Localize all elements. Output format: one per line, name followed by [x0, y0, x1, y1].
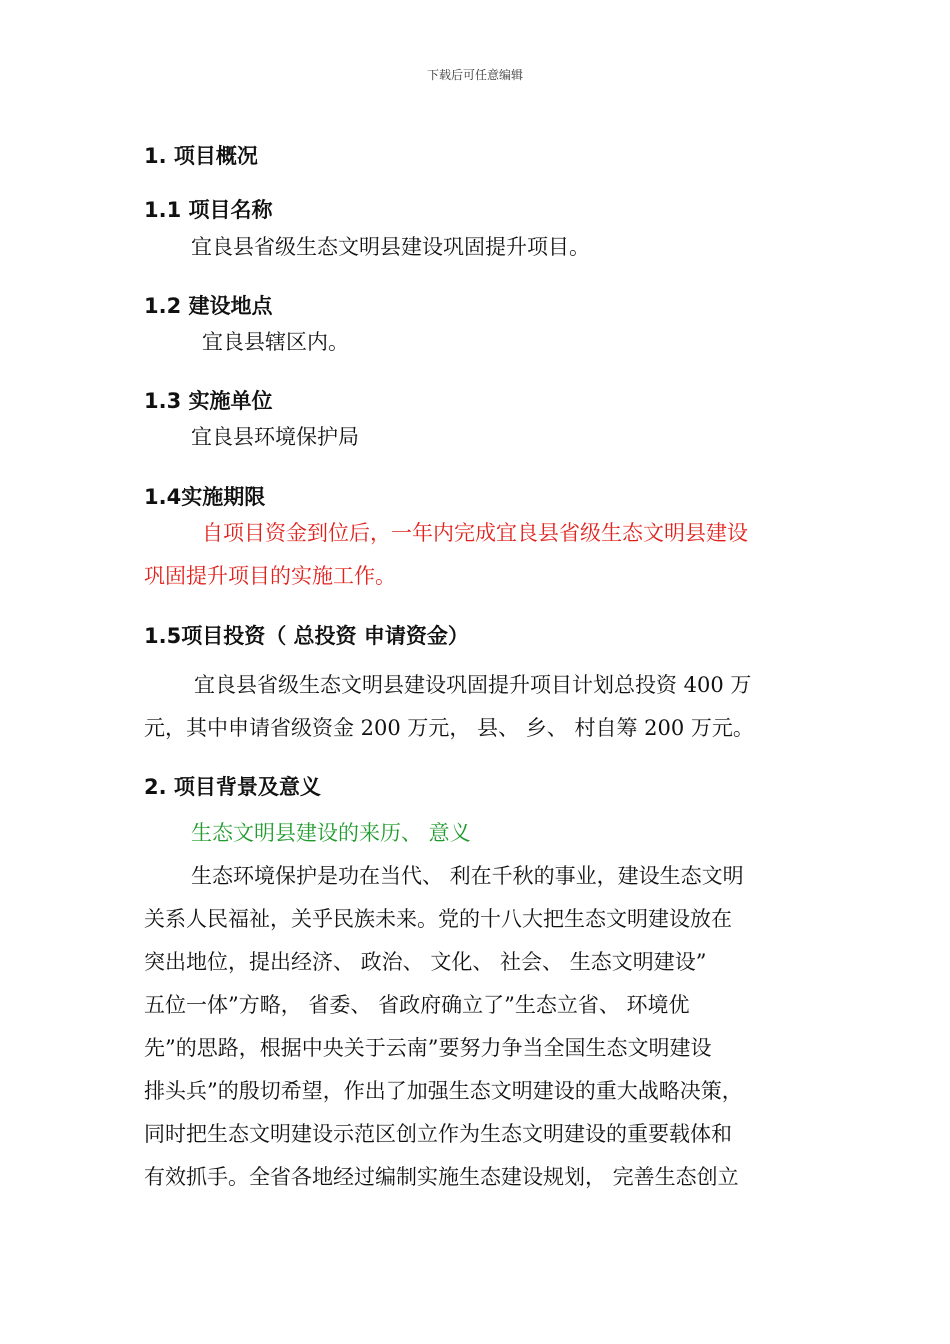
section-2-line-5: 先”的思路，根据中央关于云南”要努力争当全国生态文明建设 — [144, 1036, 712, 1060]
section-1-title: 1. 项目概况 — [144, 144, 258, 168]
section-1-4-line-2: 巩固提升项目的实施工作。 — [144, 564, 396, 588]
section-2-line-3: 突出地位，提出经济、 政治、 文化、 社会、 生态文明建设” — [144, 950, 707, 974]
section-1-4-title: 1.4实施期限 — [144, 485, 266, 509]
section-1-2-title: 1.2 建设地点 — [144, 294, 273, 318]
section-2-line-7: 同时把生态文明建设示范区创立作为生态文明建设的重要载体和 — [144, 1122, 732, 1146]
section-1-5-title: 1.5项目投资（ 总投资 申请资金） — [144, 624, 469, 648]
section-2-subtitle: 生态文明县建设的来历、 意义 — [191, 821, 471, 845]
section-2-line-4: 五位一体”方略， 省委、 省政府确立了”生态立省、 环境优 — [144, 993, 690, 1017]
section-1-5-line-1: 宜良县省级生态文明县建设巩固提升项目计划总投资 400 万 — [194, 673, 752, 697]
section-2-title: 2. 项目背景及意义 — [144, 775, 321, 799]
section-1-3-title: 1.3 实施单位 — [144, 389, 273, 413]
section-2-line-6: 排头兵”的殷切希望，作出了加强生态文明建设的重大战略决策， — [144, 1079, 743, 1103]
section-1-4-line-1: 自项目资金到位后，一年内完成宜良县省级生态文明县建设 — [202, 521, 748, 545]
page-header: 下载后可任意编辑 — [426, 68, 523, 82]
section-1-2-body: 宜良县辖区内。 — [202, 330, 349, 354]
section-2-line-8: 有效抓手。全省各地经过编制实施生态建设规划， 完善生态创立 — [144, 1165, 739, 1189]
section-1-5-line-2: 元，其中申请省级资金 200 万元， 县、 乡、 村自筹 200 万元。 — [144, 716, 754, 740]
section-1-3-body: 宜良县环境保护局 — [191, 425, 359, 449]
section-2-line-1: 生态环境保护是功在当代、 利在千秋的事业，建设生态文明 — [191, 864, 744, 888]
section-1-1-title: 1.1 项目名称 — [144, 198, 273, 222]
section-2-line-2: 关系人民福祉，关乎民族未来。党的十八大把生态文明建设放在 — [144, 907, 732, 931]
section-1-1-body: 宜良县省级生态文明县建设巩固提升项目。 — [191, 235, 590, 259]
